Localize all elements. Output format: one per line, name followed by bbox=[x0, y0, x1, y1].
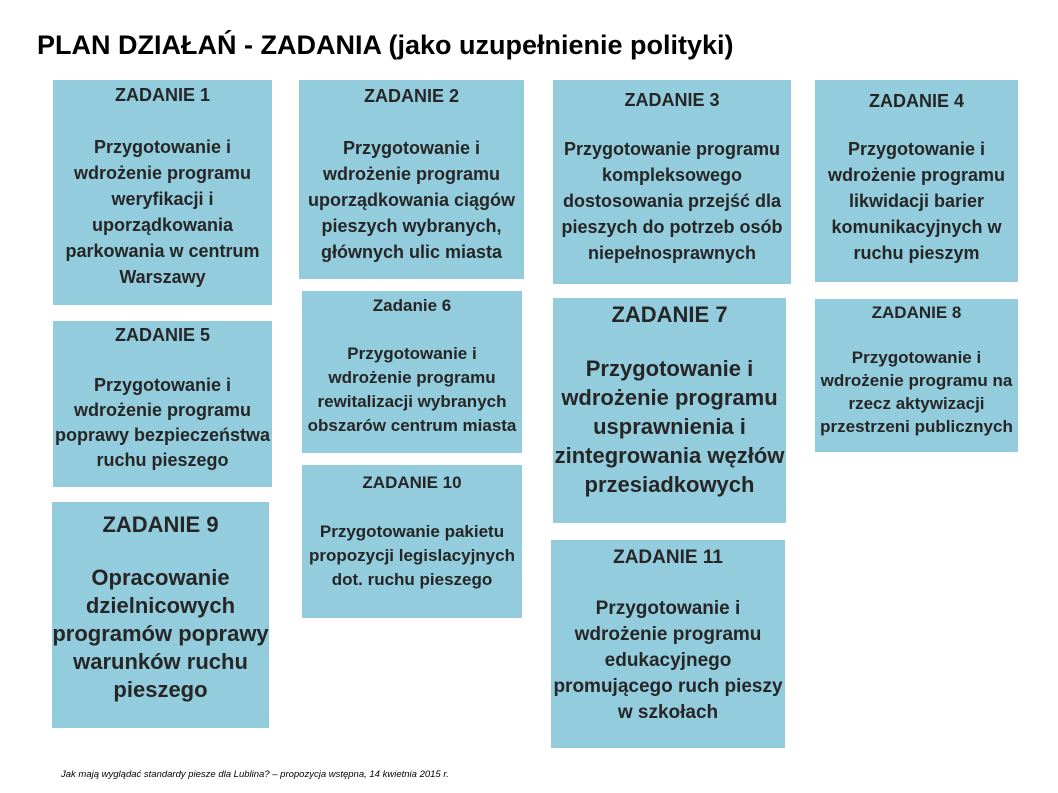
task-description-2: Przygotowanie i wdrożenie programu uporządkowania ciągów pieszych wybranych, głównych ulic miasta bbox=[307, 138, 516, 262]
task-box-1 bbox=[53, 80, 272, 305]
task-heading-8: ZADANIE 8 bbox=[871, 303, 962, 322]
task-description-10: Przygotowanie pakietu propozycji legislacyjnych dot. ruchu pieszego bbox=[309, 522, 515, 589]
task-heading-2: ZADANIE 2 bbox=[363, 86, 459, 106]
task-description-5: Przygotowanie i wdrożenie programu poprawy bezpieczeństwa ruchu pieszego bbox=[54, 375, 271, 470]
task-box-9 bbox=[52, 502, 269, 728]
footer-note: Jak mają wyglądać standardy piesze dla Lublina? – propozycja wstępna, 14 kwietnia 2015 r. bbox=[61, 769, 449, 780]
task-description-9: Opracowanie dzielnicowych programów poprawy warunków ruchu pieszego bbox=[52, 565, 269, 702]
task-heading-11: ZADANIE 11 bbox=[613, 547, 723, 568]
task-description-11: Przygotowanie i wdrożenie programu edukacyjnego promującego ruch pieszy w szkołach bbox=[553, 598, 783, 723]
task-box-11 bbox=[551, 540, 785, 748]
task-box-8 bbox=[815, 299, 1018, 452]
task-description-1: Przygotowanie i wdrożenie programu weryfikacji i uporządkowania parkowania w centrum Warszawy bbox=[65, 137, 260, 287]
task-description-4: Przygotowanie i wdrożenie programu likwidacji barier komunikacyjnych w ruchu pieszym bbox=[827, 139, 1006, 263]
task-description-7: Przygotowanie i wdrożenie programu usprawnienia i zintegrowania węzłów przesiadkowych bbox=[554, 356, 785, 497]
task-heading-7: ZADANIE 7 bbox=[611, 302, 728, 327]
task-box-10 bbox=[302, 465, 522, 618]
task-heading-9: ZADANIE 9 bbox=[102, 512, 219, 537]
task-heading-5: ZADANIE 5 bbox=[114, 325, 210, 345]
task-heading-10: ZADANIE 10 bbox=[362, 473, 462, 492]
task-heading-3: ZADANIE 3 bbox=[624, 90, 720, 110]
task-box-5 bbox=[53, 321, 272, 487]
slide-title: PLAN DZIAŁAŃ - ZADANIA (jako uzupełnienie polityki) bbox=[37, 30, 734, 60]
task-box-3 bbox=[553, 80, 791, 284]
task-description-6: Przygotowanie i wdrożenie programu rewitalizacji wybranych obszarów centrum miasta bbox=[307, 344, 517, 435]
task-box-7 bbox=[553, 298, 786, 523]
task-heading-6: Zadanie 6 bbox=[372, 296, 452, 315]
task-description-8: Przygotowanie i wdrożenie programu na rzecz aktywizacji przestrzeni publicznych bbox=[820, 348, 1013, 436]
task-box-6 bbox=[302, 291, 522, 453]
task-heading-1: ZADANIE 1 bbox=[114, 85, 210, 105]
task-box-4 bbox=[815, 80, 1018, 282]
task-description-3: Przygotowanie programu kompleksowego dostosowania przejść dla pieszych do potrzeb osób niepełnosprawnych bbox=[561, 139, 783, 263]
task-box-2 bbox=[299, 80, 524, 279]
task-heading-4: ZADANIE 4 bbox=[868, 91, 964, 111]
